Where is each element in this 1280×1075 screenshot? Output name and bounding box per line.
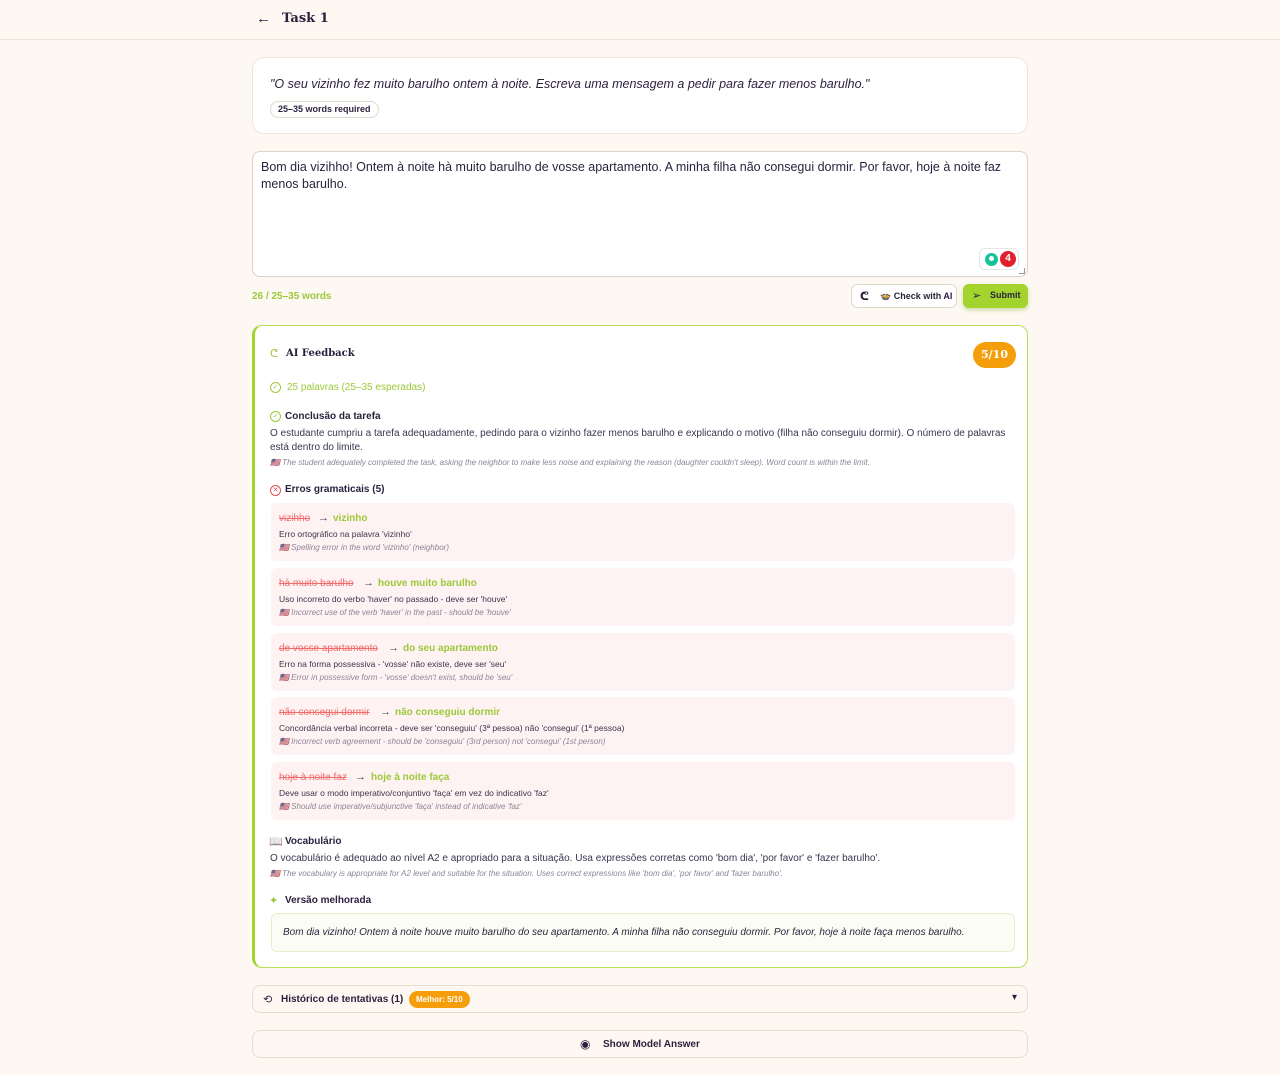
vocabulary-title: Vocabulário — [285, 836, 342, 847]
error-original: hà muito barulho — [279, 578, 354, 589]
error-correction: não conseguiu dormir — [395, 707, 501, 718]
sparkles-icon: ✦ — [269, 895, 279, 907]
task-prompt-text: "O seu vizinho fez muito barulho ontem à noite. Escreva uma mensagem a pedir para fazer menos barulho." — [270, 77, 870, 91]
check-circle-icon: ✓ — [270, 411, 281, 422]
arrow-right-icon: → — [388, 642, 399, 654]
book-icon: 📖 — [269, 836, 283, 848]
completion-title: Conclusão da tarefa — [285, 411, 381, 422]
word-requirement-badge: 25–35 words required — [270, 101, 379, 118]
arrow-right-icon: → — [318, 512, 329, 524]
word-count: 26 / 25–35 words — [252, 291, 332, 302]
resize-handle[interactable] — [1019, 268, 1025, 274]
error-explanation: Deve usar o modo imperativo/conjuntivo 'faça' em vez do indicativo 'faz' — [279, 788, 549, 798]
arrow-right-icon: → — [355, 771, 366, 783]
arrow-right-icon: → — [363, 577, 374, 589]
error-original: hoje à noite faz — [279, 772, 347, 783]
page-title: Task 1 — [282, 11, 329, 26]
error-translation: 🇺🇸 Incorrect verb agreement - should be 'conseguiu' (3rd person) not 'consegui' (1st person) — [279, 737, 606, 746]
grammar-error-item — [271, 762, 1015, 820]
brain-icon: ᕦ — [860, 291, 869, 303]
completion-text: O estudante cumpriu a tarefa adequadamente, pedindo para o vizinho fazer menos barulho e explicando o motivo (filha não conseguiu dormir). O número de palavras está dentro do limite. — [270, 428, 1006, 453]
improved-title: Versão melhorada — [285, 895, 372, 906]
improved-text: Bom dia vizinho! Ontem à noite houve muito barulho do seu apartamento. A minha filha não conseguiu dormir. Por favor, hoje à noite faça menos barulho. — [283, 927, 965, 938]
ai-feedback-panel — [252, 325, 1028, 968]
improved-version-box — [271, 913, 1015, 952]
history-label: Histórico de tentativas (1) — [281, 994, 404, 1005]
top-bar — [0, 0, 1280, 40]
show-model-answer-button[interactable] — [252, 1030, 1028, 1058]
send-icon: ➢ — [972, 290, 982, 302]
error-original: vizihho — [279, 513, 311, 524]
score-badge: 5/10 — [973, 342, 1016, 368]
error-original: não consegui dormir — [279, 707, 370, 718]
error-correction: hoje à noite faça — [371, 772, 450, 783]
grammar-error-item — [271, 633, 1015, 691]
error-translation: 🇺🇸 Error in possessive form - 'vosse' doesn't exist, should be 'seu' — [279, 673, 513, 682]
grammar-error-item — [271, 697, 1015, 755]
grammar-error-item — [271, 568, 1015, 626]
vocabulary-text: O vocabulário é adequado ao nível A2 e apropriado para a situação. Usa expressões corretas como 'bom dia', 'por favor' e 'fazer barulho'. — [270, 853, 881, 864]
error-explanation: Uso incorreto do verbo 'haver' no passado - deve ser 'houve' — [279, 594, 508, 604]
error-correction: houve muito barulho — [378, 578, 477, 589]
error-translation: 🇺🇸 Should use imperative/subjunctive 'faça' instead of indicative 'faz' — [279, 802, 522, 811]
essay-textarea[interactable] — [252, 151, 1028, 277]
arrow-right-icon: → — [380, 706, 391, 718]
check-with-ai-label: 🍲 Check with AI — [880, 291, 953, 301]
error-translation: 🇺🇸 Incorrect use of the verb 'haver' in the past - should be 'houve' — [279, 608, 511, 617]
feedback-word-count: 25 palavras (25–35 esperadas) — [287, 382, 426, 393]
chevron-down-icon: ▾ — [1011, 992, 1017, 1003]
check-with-ai-button[interactable] — [851, 284, 957, 308]
error-explanation: Erro na forma possessiva - 'vosse' não existe, deve ser 'seu' — [279, 659, 507, 669]
grammar-title: Erros gramaticais (5) — [285, 484, 385, 495]
eye-icon: ◉ — [580, 1037, 591, 1051]
brain-icon: ᕦ — [270, 348, 279, 360]
check-circle-icon: ✓ — [270, 382, 281, 393]
error-explanation: Concordância verbal incorreta - deve ser 'conseguiu' (3ª pessoa) não 'consegui' (1ª pessoa) — [279, 723, 625, 733]
error-correction: do seu apartamento — [403, 643, 499, 654]
model-answer-label: Show Model Answer — [603, 1039, 700, 1050]
x-circle-icon: ✕ — [270, 485, 281, 496]
error-original: de vosse apartamento — [279, 643, 378, 654]
history-icon: ⟲ — [263, 994, 273, 1006]
submit-button[interactable] — [963, 284, 1028, 308]
best-score-badge: Melhor: 5/10 — [409, 991, 470, 1008]
attempt-history-toggle[interactable] — [252, 985, 1028, 1013]
vocabulary-translation: 🇺🇸 The vocabulary is appropriate for A2 level and suitable for the situation. Uses correct expressions like 'bom dia', 'por favor' and 'fazer barulho'. — [270, 869, 783, 878]
grammarly-icon — [985, 253, 998, 266]
essay-text[interactable]: Bom dia vizihho! Ontem à noite hà muito barulho de vosse apartamento. A minha filha não consegui dormir. Por favor, hoje à noite faz menos barulho. — [261, 160, 1002, 191]
task-prompt-card — [252, 57, 1028, 134]
extension-issue-count: 4 — [1000, 251, 1016, 267]
feedback-title: AI Feedback — [286, 348, 355, 359]
error-explanation: Erro ortográfico na palavra 'vizinho' — [279, 529, 412, 539]
completion-translation: 🇺🇸 The student adequately completed the task, asking the neighbor to make less noise and explaining the reason (daughter couldn't sleep). Word count is within the limit. — [270, 458, 870, 467]
error-translation: 🇺🇸 Spelling error in the word 'vizinho' (neighbor) — [279, 543, 449, 552]
back-arrow-icon[interactable]: ← — [256, 10, 271, 27]
error-correction: vizinho — [333, 513, 368, 524]
grammar-error-item — [271, 503, 1015, 561]
submit-label: Submit — [990, 290, 1021, 300]
grammar-extension-badge[interactable] — [979, 248, 1019, 270]
